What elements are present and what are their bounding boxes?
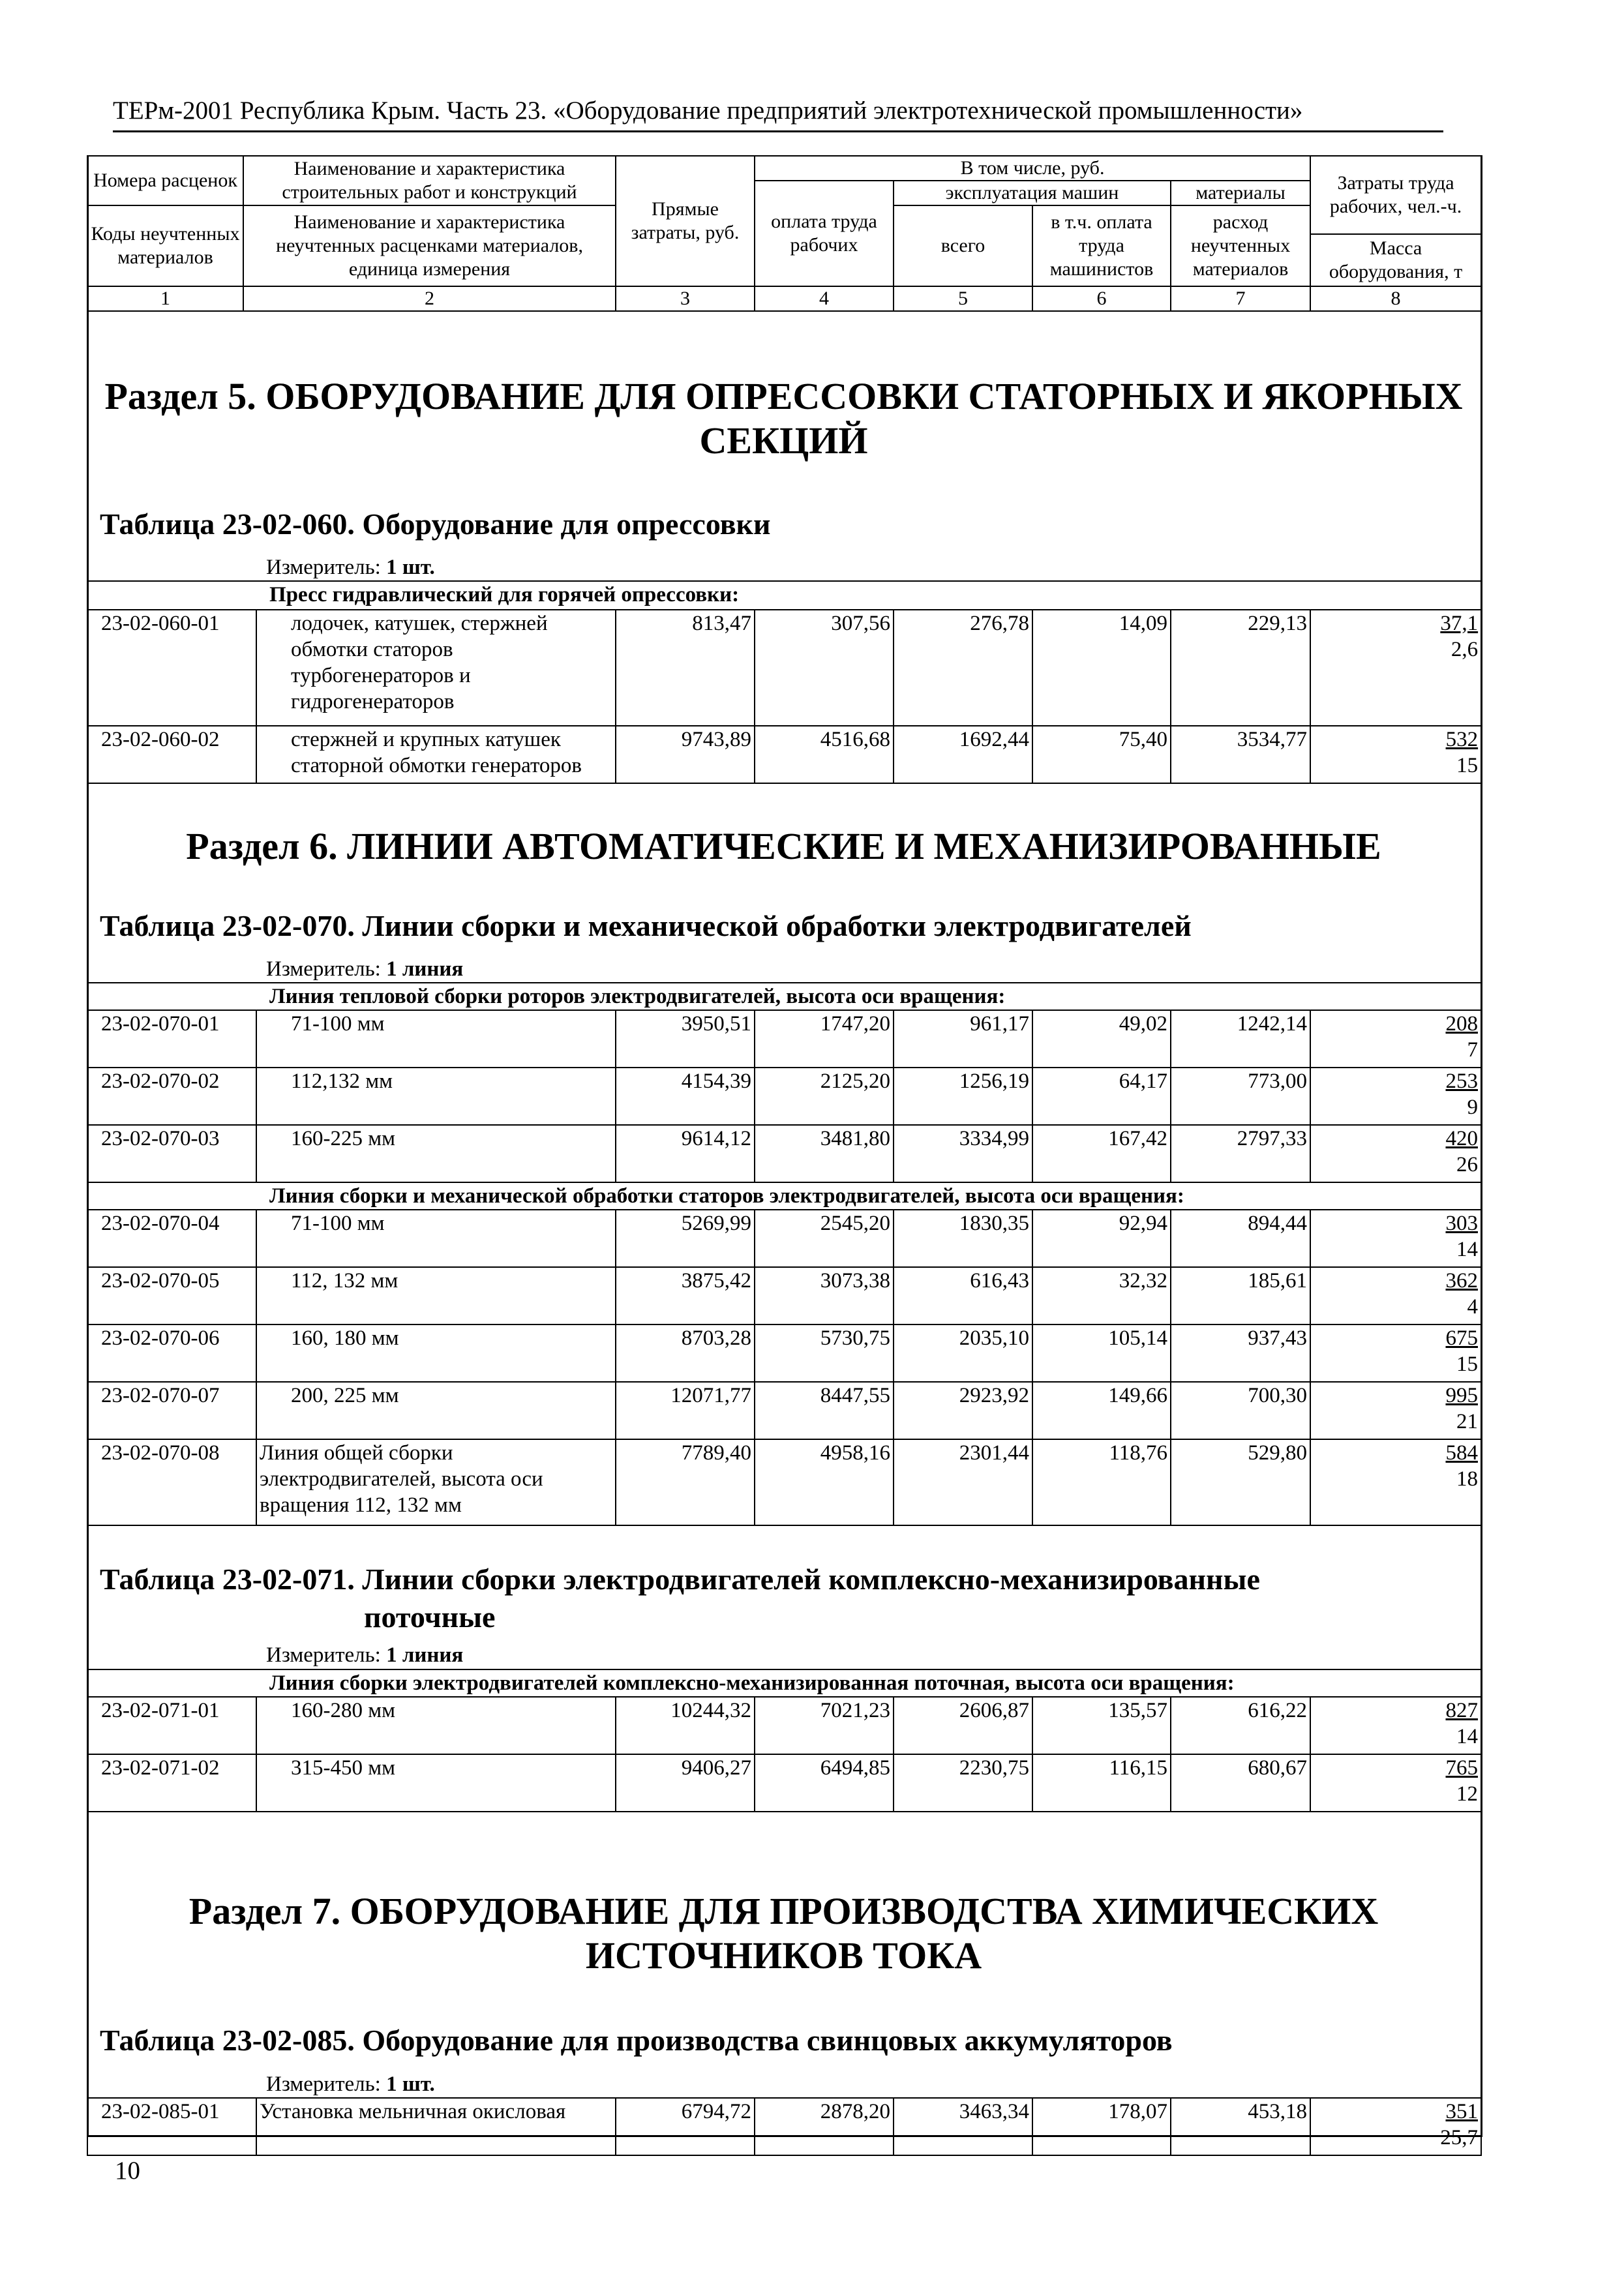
direct-costs: 5269,99 xyxy=(616,1210,755,1267)
page-number: 10 xyxy=(115,2157,140,2185)
table-title: Таблица 23-02-085. Оборудование для производства свинцовых аккумуляторов xyxy=(100,2024,1173,2057)
operator-wages: 167,42 xyxy=(1032,1125,1171,1182)
direct-costs: 9406,27 xyxy=(616,1754,755,1812)
mass-value: 2,6 xyxy=(1451,638,1479,661)
col-unaccounted-name: Наименование и характеристика неучтенных расценками материалов, единица измерения xyxy=(243,205,616,286)
rate-code: 23-02-060-02 xyxy=(87,726,256,783)
running-header: ТЕРм-2001 Республика Крым. Часть 23. «Оборудование предприятий электротехнической промышленности» xyxy=(113,95,1443,132)
table-title: Таблица 23-02-070. Линии сборки и механической обработки электродвигателей xyxy=(100,909,1192,942)
worker-wages: 4958,16 xyxy=(755,1439,894,1525)
materials-cost: 1242,14 xyxy=(1171,1010,1310,1068)
direct-costs: 6794,72 xyxy=(616,2098,755,2155)
rate-name: Установка мельничная окисловая xyxy=(256,2098,616,2155)
machines-total: 3334,99 xyxy=(894,1125,1032,1182)
col-number: 2 xyxy=(243,286,616,311)
direct-costs: 3875,42 xyxy=(616,1267,755,1324)
operator-wages: 75,40 xyxy=(1032,726,1171,783)
group-heading: Пресс гидравлический для горячей опрессовки: xyxy=(87,581,1481,610)
rate-code: 23-02-071-01 xyxy=(87,1697,256,1754)
machines-total: 2923,92 xyxy=(894,1382,1032,1439)
rate-name: лодочек, катушек, стержней обмотки статоров турбогенераторов и гидрогенераторов xyxy=(256,610,616,726)
mass-value: 18 xyxy=(1456,1467,1478,1491)
worker-wages: 7021,23 xyxy=(755,1697,894,1754)
labor-value: 303 xyxy=(1445,1212,1478,1235)
operator-wages: 105,14 xyxy=(1032,1324,1171,1382)
rate-name: 160-280 мм xyxy=(256,1697,616,1754)
materials-cost: 529,80 xyxy=(1171,1439,1310,1525)
col-number: 4 xyxy=(755,286,894,311)
direct-costs: 10244,32 xyxy=(616,1697,755,1754)
rate-name: 160-225 мм xyxy=(256,1125,616,1182)
col-number: 3 xyxy=(616,286,755,311)
mass-value: 15 xyxy=(1456,754,1479,777)
worker-wages: 6494,85 xyxy=(755,1754,894,1812)
worker-wages: 5730,75 xyxy=(755,1324,894,1382)
rate-name: 315-450 мм xyxy=(256,1754,616,1812)
col-labor-costs: Затраты труда рабочих, чел.-ч. xyxy=(1310,156,1481,234)
operator-wages: 92,94 xyxy=(1032,1210,1171,1267)
mass-value: 9 xyxy=(1467,1096,1478,1119)
labor-and-mass xyxy=(1310,1068,1481,1125)
materials-cost: 680,67 xyxy=(1171,1754,1310,1812)
labor-and-mass xyxy=(1310,610,1481,726)
operator-wages: 32,32 xyxy=(1032,1267,1171,1324)
worker-wages: 2878,20 xyxy=(755,2098,894,2155)
materials-cost: 3534,77 xyxy=(1171,726,1310,783)
table-row xyxy=(87,1324,1481,1382)
rate-code: 23-02-060-01 xyxy=(87,610,256,726)
rate-name: 71-100 мм xyxy=(256,1010,616,1068)
materials-cost: 894,44 xyxy=(1171,1210,1310,1267)
group-heading: Линия тепловой сборки роторов электродвигателей, высота оси вращения: xyxy=(87,983,1481,1010)
operator-wages: 135,57 xyxy=(1032,1697,1171,1754)
machines-total: 2301,44 xyxy=(894,1439,1032,1525)
rate-code: 23-02-071-02 xyxy=(87,1754,256,1812)
measure-unit: Измеритель: 1 линия xyxy=(266,1643,464,1667)
labor-and-mass xyxy=(1310,1324,1481,1382)
labor-and-mass xyxy=(1310,1697,1481,1754)
col-number: 6 xyxy=(1032,286,1171,311)
worker-wages: 3073,38 xyxy=(755,1267,894,1324)
rate-code: 23-02-070-04 xyxy=(87,1210,256,1267)
operator-wages: 178,07 xyxy=(1032,2098,1171,2155)
materials-cost: 616,22 xyxy=(1171,1697,1310,1754)
direct-costs: 12071,77 xyxy=(616,1382,755,1439)
direct-costs: 9743,89 xyxy=(616,726,755,783)
mass-value: 7 xyxy=(1467,1038,1478,1062)
labor-and-mass xyxy=(1310,1382,1481,1439)
col-number: 7 xyxy=(1171,286,1310,311)
rate-name: 160, 180 мм xyxy=(256,1324,616,1382)
labor-value: 208 xyxy=(1445,1012,1478,1036)
col-equipment-mass: Масса оборудования, т xyxy=(1310,234,1481,286)
section-title: Раздел 5. ОБОРУДОВАНИЕ ДЛЯ ОПРЕССОВКИ СТАТОРНЫХ И ЯКОРНЫХ СЕКЦИЙ xyxy=(104,375,1463,462)
machines-total: 1692,44 xyxy=(894,726,1032,783)
operator-wages: 118,76 xyxy=(1032,1439,1171,1525)
table-row xyxy=(87,1267,1481,1324)
worker-wages: 1747,20 xyxy=(755,1010,894,1068)
machines-total: 3463,34 xyxy=(894,2098,1032,2155)
col-work-name: Наименование и характеристика строительных работ и конструкций xyxy=(243,156,616,205)
col-rate-numbers: Номера расценок xyxy=(87,156,243,205)
direct-costs: 8703,28 xyxy=(616,1324,755,1382)
direct-costs: 813,47 xyxy=(616,610,755,726)
worker-wages: 2125,20 xyxy=(755,1068,894,1125)
worker-wages: 2545,20 xyxy=(755,1210,894,1267)
rate-name: Линия общей сборки электродвигателей, высота оси вращения 112, 132 мм xyxy=(256,1439,616,1525)
operator-wages: 149,66 xyxy=(1032,1382,1171,1439)
group-heading: Линия сборки электродвигателей комплексно-механизированная поточная, высота оси вращения: xyxy=(87,1669,1481,1697)
rate-code: 23-02-070-06 xyxy=(87,1324,256,1382)
machines-total: 961,17 xyxy=(894,1010,1032,1068)
col-worker-wages: оплата труда рабочих xyxy=(755,181,894,286)
mass-value: 26 xyxy=(1456,1153,1478,1176)
machines-total: 1256,19 xyxy=(894,1068,1032,1125)
materials-cost: 2797,33 xyxy=(1171,1125,1310,1182)
labor-value: 675 xyxy=(1445,1326,1478,1350)
mass-value: 12 xyxy=(1456,1782,1479,1806)
machines-total: 1830,35 xyxy=(894,1210,1032,1267)
labor-and-mass xyxy=(1310,1125,1481,1182)
rate-code: 23-02-070-07 xyxy=(87,1382,256,1439)
rate-table xyxy=(87,2097,1482,2156)
table-row xyxy=(87,2098,1481,2155)
rate-code: 23-02-070-02 xyxy=(87,1068,256,1125)
materials-cost: 453,18 xyxy=(1171,2098,1310,2155)
operator-wages: 49,02 xyxy=(1032,1010,1171,1068)
col-direct-costs: Прямые затраты, руб. xyxy=(616,156,755,286)
rate-code: 23-02-070-03 xyxy=(87,1125,256,1182)
measure-unit: Измеритель: 1 линия xyxy=(266,957,464,981)
labor-value: 584 xyxy=(1445,1441,1478,1465)
operator-wages: 14,09 xyxy=(1032,610,1171,726)
table-row xyxy=(87,726,1481,783)
table-row xyxy=(87,1697,1481,1754)
mass-value: 21 xyxy=(1456,1410,1478,1433)
machines-total: 616,43 xyxy=(894,1267,1032,1324)
rate-name: 112, 132 мм xyxy=(256,1267,616,1324)
rate-table xyxy=(87,982,1482,1526)
direct-costs: 9614,12 xyxy=(616,1125,755,1182)
rate-name: стержней и крупных катушек статорной обмотки генераторов xyxy=(256,726,616,783)
table-title-line: Таблица 23-02-071. Линии сборки электродвигателей комплексно-механизированные xyxy=(100,1563,1260,1596)
labor-value: 827 xyxy=(1445,1699,1479,1722)
section-title: Раздел 7. ОБОРУДОВАНИЕ ДЛЯ ПРОИЗВОДСТВА ХИМИЧЕСКИХ ИСТОЧНИКОВ ТОКА xyxy=(188,1890,1379,1977)
direct-costs: 3950,51 xyxy=(616,1010,755,1068)
rate-code: 23-02-085-01 xyxy=(87,2098,256,2155)
labor-and-mass xyxy=(1310,2098,1481,2155)
table-title xyxy=(100,1561,1260,1636)
rate-name: 112,132 мм xyxy=(256,1068,616,1125)
mass-value: 14 xyxy=(1456,1238,1478,1261)
labor-and-mass xyxy=(1310,1210,1481,1267)
rate-code: 23-02-070-08 xyxy=(87,1439,256,1525)
labor-and-mass xyxy=(1310,1010,1481,1068)
labor-and-mass xyxy=(1310,1439,1481,1525)
operator-wages: 64,17 xyxy=(1032,1068,1171,1125)
col-number: 5 xyxy=(894,286,1032,311)
labor-value: 351 xyxy=(1445,2100,1478,2123)
mass-value: 14 xyxy=(1456,1725,1479,1748)
materials-cost: 185,61 xyxy=(1171,1267,1310,1324)
labor-value: 362 xyxy=(1445,1269,1478,1293)
measure-unit: Измеритель: 1 шт. xyxy=(266,556,435,579)
rate-code: 23-02-070-05 xyxy=(87,1267,256,1324)
col-unaccounted-codes: Коды неучтенных материалов xyxy=(87,205,243,286)
labor-value: 995 xyxy=(1445,1384,1478,1407)
table-row xyxy=(87,1439,1481,1525)
labor-value: 532 xyxy=(1445,728,1479,751)
column-header-table xyxy=(87,155,1482,312)
rate-table xyxy=(87,1669,1482,1812)
rate-name: 71-100 мм xyxy=(256,1210,616,1267)
col-number: 1 xyxy=(87,286,243,311)
machines-total: 2035,10 xyxy=(894,1324,1032,1382)
col-unaccounted-materials: расход неучтенных материалов xyxy=(1171,205,1310,286)
section-title: Раздел 6. ЛИНИИ АВТОМАТИЧЕСКИЕ И МЕХАНИЗИРОВАННЫЕ xyxy=(186,825,1381,867)
col-machine-operation: эксплуатация машин xyxy=(894,181,1171,205)
measure-unit: Измеритель: 1 шт. xyxy=(266,2072,435,2096)
mass-value: 15 xyxy=(1456,1353,1478,1376)
labor-value: 253 xyxy=(1445,1070,1478,1093)
mass-value: 4 xyxy=(1467,1295,1478,1319)
mass-value: 25,7 xyxy=(1440,2126,1478,2149)
labor-and-mass xyxy=(1310,1267,1481,1324)
rate-code: 23-02-070-01 xyxy=(87,1010,256,1068)
labor-value: 420 xyxy=(1445,1127,1478,1150)
labor-and-mass xyxy=(1310,1754,1481,1812)
worker-wages: 307,56 xyxy=(755,610,894,726)
table-title: Таблица 23-02-060. Оборудование для опрессовки xyxy=(100,507,771,541)
worker-wages: 3481,80 xyxy=(755,1125,894,1182)
direct-costs: 4154,39 xyxy=(616,1068,755,1125)
col-number: 8 xyxy=(1310,286,1481,311)
col-materials: материалы xyxy=(1171,181,1310,205)
worker-wages: 8447,55 xyxy=(755,1382,894,1439)
operator-wages: 116,15 xyxy=(1032,1754,1171,1812)
labor-value: 37,1 xyxy=(1440,612,1479,635)
materials-cost: 700,30 xyxy=(1171,1382,1310,1439)
machines-total: 276,78 xyxy=(894,610,1032,726)
direct-costs: 7789,40 xyxy=(616,1439,755,1525)
worker-wages: 4516,68 xyxy=(755,726,894,783)
col-including: В том числе, руб. xyxy=(755,156,1310,181)
table-row xyxy=(87,1382,1481,1439)
rate-table xyxy=(87,580,1482,784)
labor-and-mass xyxy=(1310,726,1481,783)
table-row xyxy=(87,1068,1481,1125)
group-heading: Линия сборки и механической обработки статоров электродвигателей, высота оси вращения: xyxy=(87,1182,1481,1210)
col-operator-wages: в т.ч. оплата труда машинистов xyxy=(1032,205,1171,286)
table-row xyxy=(87,1010,1481,1068)
table-title-line: поточные xyxy=(364,1600,496,1634)
materials-cost: 773,00 xyxy=(1171,1068,1310,1125)
materials-cost: 229,13 xyxy=(1171,610,1310,726)
labor-value: 765 xyxy=(1445,1756,1479,1780)
table-row xyxy=(87,1210,1481,1267)
table-row xyxy=(87,1125,1481,1182)
table-row xyxy=(87,1754,1481,1812)
machines-total: 2606,87 xyxy=(894,1697,1032,1754)
table-row xyxy=(87,610,1481,726)
rate-name: 200, 225 мм xyxy=(256,1382,616,1439)
col-machines-total: всего xyxy=(894,205,1032,286)
machines-total: 2230,75 xyxy=(894,1754,1032,1812)
materials-cost: 937,43 xyxy=(1171,1324,1310,1382)
